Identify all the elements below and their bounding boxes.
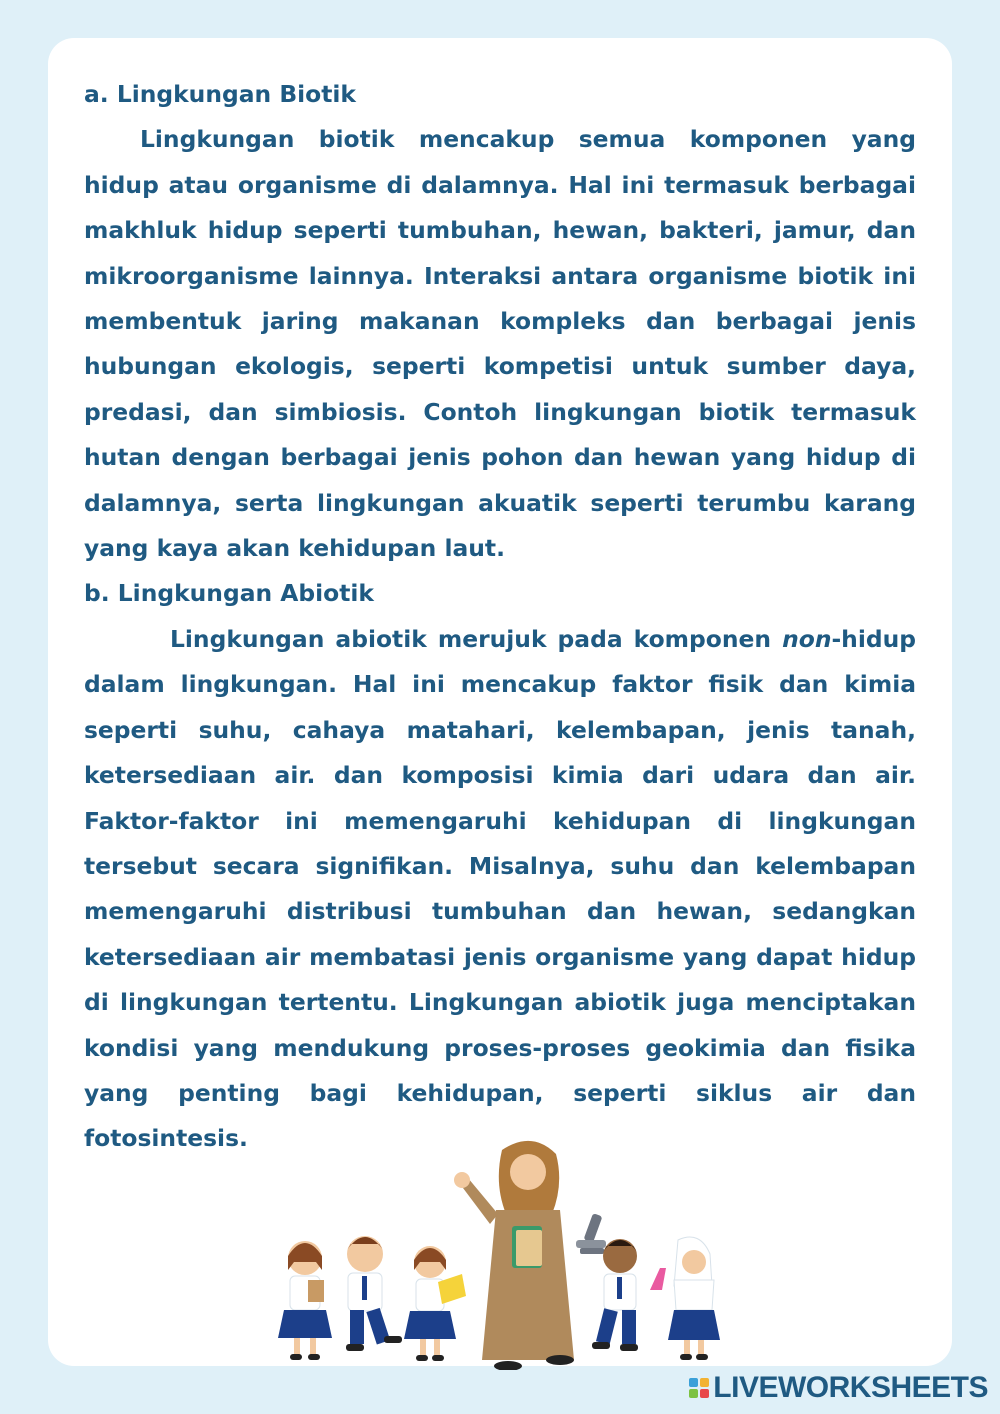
heading-biotik: a. Lingkungan Biotik bbox=[84, 80, 356, 108]
footer-brand bbox=[689, 1368, 988, 1408]
paragraph-abiotik-rest: -hidup dalam lingkungan. Hal ini mencakup faktor fisik dan kimia seperti suhu, cahaya matahari, kelembapan, jenis tanah, ketersediaan air. dan komposisi kimia dari udara dan air. Faktor-faktor ini memengaruhi kehidupan di lingkungan tersebut secara signifikan. Misalnya, suhu dan kelembapan memengaruhi distribusi tumbuhan dan hewan, sedangkan ketersediaan air membatasi jenis organisme yang dapat hidup di lingkungan tertentu. Lingkungan abiotik juga menciptakan kondisi yang mendukung proses-proses geokimia dan fisika yang penting bagi kehidupan, seperti siklus air dan fotosintesis. bbox=[84, 624, 916, 1153]
paragraph-abiotik-italic: non bbox=[782, 624, 832, 653]
student-girl-1 bbox=[278, 1241, 332, 1360]
student-boy-1 bbox=[346, 1236, 402, 1351]
brand-name: LIVEWORKSHEETS bbox=[713, 1371, 988, 1404]
teacher bbox=[454, 1141, 574, 1370]
teacher-and-students-illustration bbox=[270, 1130, 730, 1370]
heading-abiotik: b. Lingkungan Abiotik bbox=[84, 579, 374, 608]
student-hijab-girl bbox=[650, 1237, 720, 1360]
paragraph-abiotik-start: Lingkungan abiotik merujuk pada komponen bbox=[170, 624, 783, 653]
student-boy-2 bbox=[592, 1239, 638, 1351]
paragraph-abiotik bbox=[84, 617, 916, 1162]
student-girl-2 bbox=[404, 1246, 466, 1361]
worksheet-content bbox=[84, 72, 916, 1162]
paragraph-biotik: Lingkungan biotik mencakup semua komponen yang hidup atau organisme di dalamnya. Hal ini termasuk berbagai makhluk hidup seperti tumbuhan, hewan, bakteri, jamur, dan mikroorganisme lainnya. Interaksi antara organisme biotik ini membentuk jaring makanan kompleks dan berbagai jenis hubungan ekologis, seperti kompetisi untuk sumber daya, predasi, dan simbiosis. Contoh lingkungan biotik termasuk hutan dengan berbagai jenis pohon dan hewan yang hidup di dalamnya, serta lingkungan akuatik seperti terumbu karang yang kaya akan kehidupan laut. bbox=[84, 125, 916, 563]
liveworksheets-logo-icon bbox=[689, 1378, 709, 1398]
microscope-icon bbox=[576, 1213, 606, 1254]
